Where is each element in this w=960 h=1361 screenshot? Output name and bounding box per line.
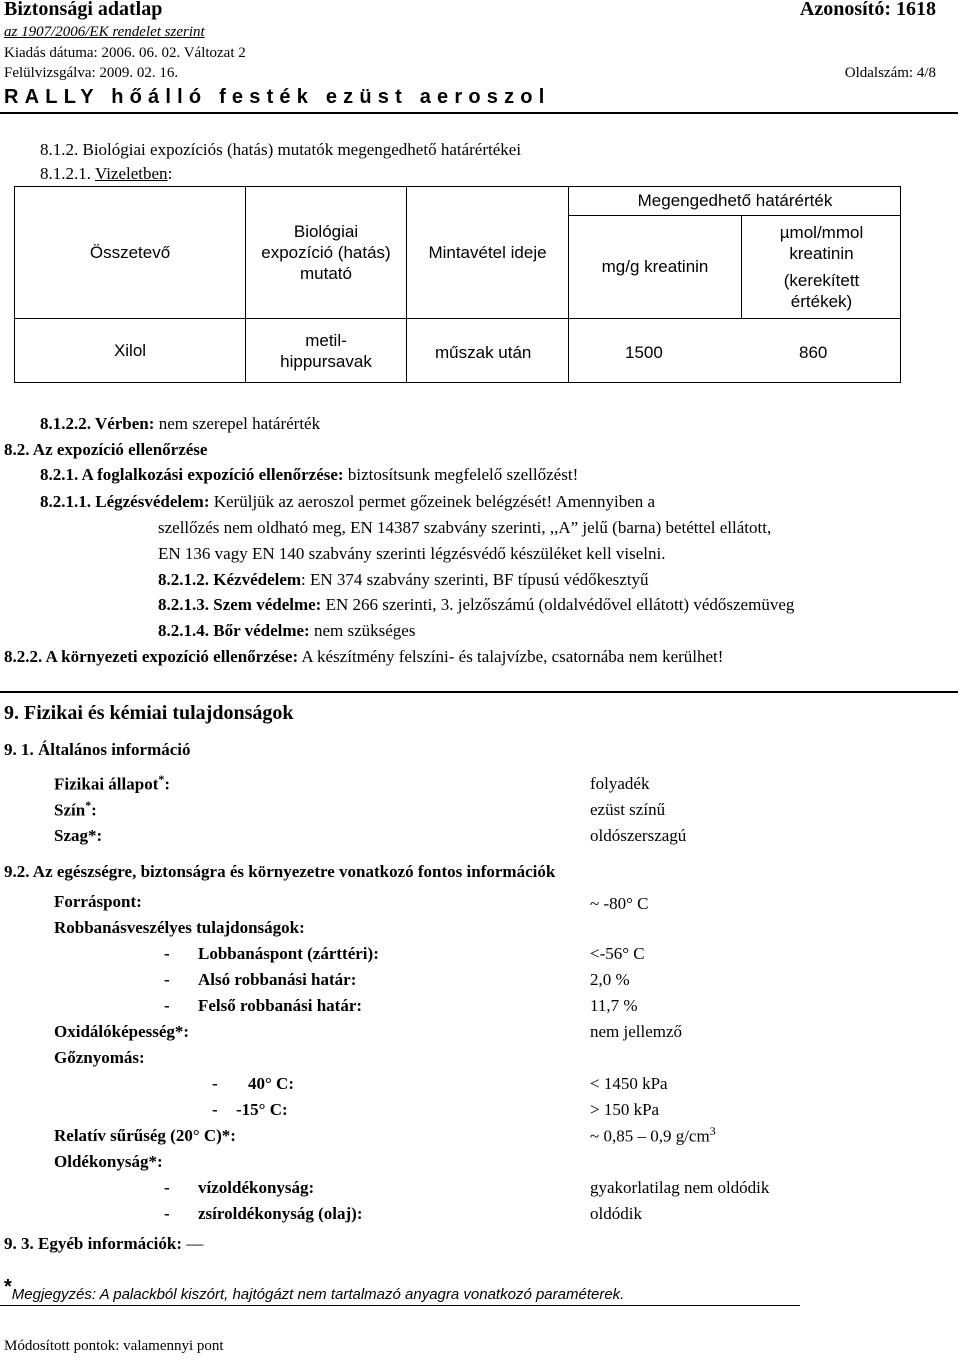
value-relative-density: ~ 0,85 – 0,9 $g/cm^3$ xyxy=(590,1124,716,1146)
section-8-2-1-1-line3: EN 136 vagy EN 140 szabvány szerinti légzésvédő készüléket kell viselni. xyxy=(158,544,666,563)
section-8-1-2-title: 8.1.2. Biológiai expozíciós (hatás) mutatók megengedhető határértékei xyxy=(40,140,522,159)
value-physical-state: folyadék xyxy=(590,774,650,793)
dash: - xyxy=(164,970,170,989)
section-8-2-1-2: 8.2.1.2. Kézvédelem: EN 374 szabvány szerinti, BF típusú védőkesztyű xyxy=(158,570,649,589)
header-divider xyxy=(0,112,958,114)
document-title: Biztonsági adatlap xyxy=(4,0,163,20)
col-header-component: Összetevő xyxy=(89,242,171,262)
label-fat-solubility: zsíroldékonyság (olaj): xyxy=(198,1204,363,1223)
section-8-2-1-3: 8.2.1.3. Szem védelme: EN 266 szerinti, 3. jelzőszámú (oldalvédővel ellátott) védőszemüveg xyxy=(158,595,795,614)
label-odor: Szag*: xyxy=(54,826,103,845)
section-8-2-1-4: 8.2.1.4. Bőr védelme: nem szükséges xyxy=(158,621,416,640)
col-header-umol: µmol/mmol kreatinin (kerekített értékek) xyxy=(779,222,864,312)
section-8-2-1-1-line2: szellőzés nem oldható meg, EN 14387 szabvány szerinti, ,,A” jelű (barna) betéttel ellátott, xyxy=(158,518,772,537)
section-8-2-title: 8.2. Az expozíció ellenőrzése xyxy=(4,440,208,459)
label-lower-explosion-limit: Alsó robbanási határ: xyxy=(198,970,357,989)
dash: - xyxy=(164,996,170,1015)
value-odor: oldószerszagú xyxy=(590,826,687,845)
cell-indicator: metil-hippursavak xyxy=(280,330,372,371)
footnote: *Megjegyzés: A palackból kiszórt, hajtógázt nem tartalmazó anyagra vonatkozó paraméterek. xyxy=(4,1276,625,1303)
product-name: RALLY hőálló festék ezüst aeroszol xyxy=(4,86,551,108)
value-color: ezüst színű xyxy=(590,800,666,819)
dash: - xyxy=(164,1204,170,1223)
value-lower-explosion-limit: 2,0 % xyxy=(590,970,630,989)
document-id: Azonosító: 1618 xyxy=(799,0,936,20)
label-vapor-40c: 40° C: xyxy=(248,1074,294,1093)
label-relative-density: Relatív sűrűség (20° C)*: xyxy=(54,1126,236,1145)
label-boiling-point: Forráspont: xyxy=(54,892,142,911)
section-9-title: 9. Fizikai és kémiai tulajdonságok xyxy=(4,702,294,724)
dash: - xyxy=(164,944,170,963)
value-vapor-40c: < 1450 kPa xyxy=(590,1074,668,1093)
page-number: Oldalszám: 4/8 xyxy=(844,65,936,81)
label-oxidizing: Oxidálóképesség*: xyxy=(54,1022,190,1041)
value-oxidizing: nem jellemző xyxy=(590,1022,683,1041)
cell-component: Xilol xyxy=(113,341,147,361)
section-9-2-title: 9.2. Az egészségre, biztonságra és környezetre vonatkozó fontos információk xyxy=(4,862,556,881)
section-divider xyxy=(0,691,958,693)
col-header-sampling-time: Mintavétel ideje xyxy=(428,242,547,262)
section-8-2-1: 8.2.1. A foglalkozási expozíció ellenőrzése: biztosítsunk megfelelő szellőzést! xyxy=(40,465,579,484)
dash: - xyxy=(164,1178,170,1197)
value-fat-solubility: oldódik xyxy=(590,1204,642,1223)
value-vapor-minus15c: > 150 kPa xyxy=(590,1100,660,1119)
label-water-solubility: vízoldékonyság: xyxy=(198,1178,315,1197)
label-vapor-pressure: Gőznyomás: xyxy=(54,1048,145,1067)
value-upper-explosion-limit: 11,7 % xyxy=(590,996,638,1015)
col-header-mgg: mg/g kreatinin xyxy=(601,257,709,277)
section-8-2-2: 8.2.2. A környezeti expozíció ellenőrzése: A készítmény felszíni- és talajvízbe, csatornába nem kerülhet! xyxy=(4,647,724,666)
label-vapor-minus15c: -15° C: xyxy=(236,1100,288,1119)
cell-sampling-time: műszak után xyxy=(435,343,532,362)
cell-umol: 860 xyxy=(799,343,828,362)
issue-date: Kiadás dátuma: 2006. 06. 02. Változat 2 xyxy=(4,45,246,61)
section-9-1-title: 9. 1. Általános információ xyxy=(4,740,191,759)
revision-date: Felülvizsgálva: 2009. 02. 16. xyxy=(4,65,179,81)
col-header-indicator: Biológiai expozíció (hatás) mutató xyxy=(261,221,391,284)
value-boiling-point: ~ -80° C xyxy=(590,894,649,913)
label-solubility: Oldékonyság*: xyxy=(54,1152,163,1171)
value-water-solubility: gyakorlatilag nem oldódik xyxy=(590,1178,770,1197)
regulation-line: az 1907/2006/EK rendelet szerint xyxy=(4,24,205,40)
section-8-2-1-1: 8.2.1.1. Légzésvédelem: Kerüljük az aeroszol permet gőzeinek belégzését! Amennyiben a xyxy=(40,492,656,511)
biological-limits-table xyxy=(14,186,901,383)
label-physical-state: Fizikai állapot*: xyxy=(54,772,170,794)
label-color: Szín*: xyxy=(54,798,97,820)
footer-divider xyxy=(0,1305,800,1306)
section-8-1-2-1-heading: 8.1.2.1. Vizeletben: xyxy=(40,164,173,183)
dash: - xyxy=(212,1100,218,1119)
label-flash-point: Lobbanáspont (zárttéri): xyxy=(198,944,379,963)
section-9-3: 9. 3. Egyéb információk: — xyxy=(4,1234,204,1253)
label-explosive: Robbanásveszélyes tulajdonságok: xyxy=(54,918,305,937)
footer-modified-points: Módosított pontok: valamennyi pont xyxy=(4,1338,224,1354)
value-flash-point: <-56° C xyxy=(590,944,645,963)
col-header-limit: Megengedhető határérték xyxy=(637,191,833,211)
section-8-1-2-2: 8.1.2.2. Vérben: nem szerepel határérték xyxy=(40,414,321,433)
dash: - xyxy=(212,1074,218,1093)
label-upper-explosion-limit: Felső robbanási határ: xyxy=(198,996,363,1015)
cell-mgg: 1500 xyxy=(625,343,663,362)
